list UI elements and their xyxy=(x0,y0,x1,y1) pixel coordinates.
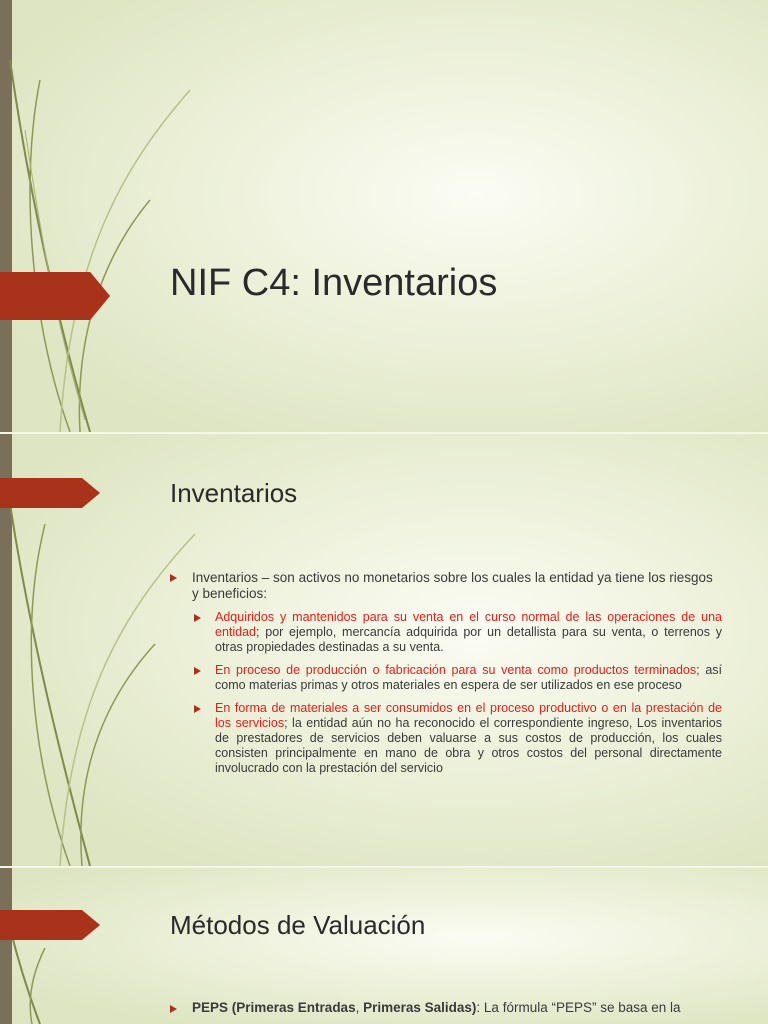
bullet-text: ; así como materias primas y otros materiales en espera de ser utilizados en ese proceso xyxy=(215,663,722,692)
bullet-text: ; por ejemplo, mercancía adquirida por un detallista para su venta, o terrenos y otras propiedades destinadas a su venta. xyxy=(215,625,722,654)
bullet-item xyxy=(170,570,722,602)
slide-content xyxy=(170,570,722,784)
sub-bullet-item xyxy=(170,663,722,693)
slide-metodos xyxy=(0,868,768,1024)
accent-arrow xyxy=(0,910,100,940)
slide-title xyxy=(0,0,768,432)
bullet-text: Inventarios – son activos no monetarios sobre los cuales la entidad ya tiene los riesgos y beneficios: xyxy=(192,570,713,601)
slide-title-text: Métodos de Valuación xyxy=(170,910,426,940)
bullet-item xyxy=(170,1000,744,1015)
bullet-arrow-icon xyxy=(170,1005,177,1013)
bullet-arrow-icon xyxy=(194,705,201,713)
highlight-text: En proceso de producción o fabricación para su venta como productos terminados xyxy=(215,663,697,677)
bullet-text: ; la entidad aún no ha reconocido el correspondiente ingreso, Los inventarios de prestadores de servicios deben valuarse a sus costos de producción, los cuales consisten principalmente en mano de obra y otros costos del personal directamente involucrado con la prestación del servicio xyxy=(215,716,722,775)
accent-arrow xyxy=(0,272,110,320)
decorative-curves xyxy=(0,0,200,432)
bullet-arrow-icon xyxy=(170,574,177,582)
bullet-arrow-icon xyxy=(194,614,201,622)
slide-title-text: NIF C4: Inventarios xyxy=(170,262,498,304)
peps-label: Primeras Salidas) xyxy=(363,1000,477,1015)
highlight-text: Adquiridos y mantenidos para su venta en el curso normal de las operaciones de una entidad xyxy=(215,610,722,639)
highlight-text: En forma de materiales a ser consumidos en el proceso productivo o en la prestación de los servicios xyxy=(215,701,722,730)
sub-bullet-item xyxy=(170,701,722,776)
peps-comma: , xyxy=(355,1000,364,1015)
bullet-text: : La fórmula “PEPS” se basa en la xyxy=(476,1000,681,1015)
accent-arrow xyxy=(0,478,100,508)
slide-inventarios xyxy=(0,434,768,866)
peps-label: PEPS (Primeras Entradas xyxy=(192,1000,356,1015)
bullet-arrow-icon xyxy=(194,667,201,675)
sub-bullet-item xyxy=(170,610,722,655)
slide-title-text: Inventarios xyxy=(170,478,298,508)
